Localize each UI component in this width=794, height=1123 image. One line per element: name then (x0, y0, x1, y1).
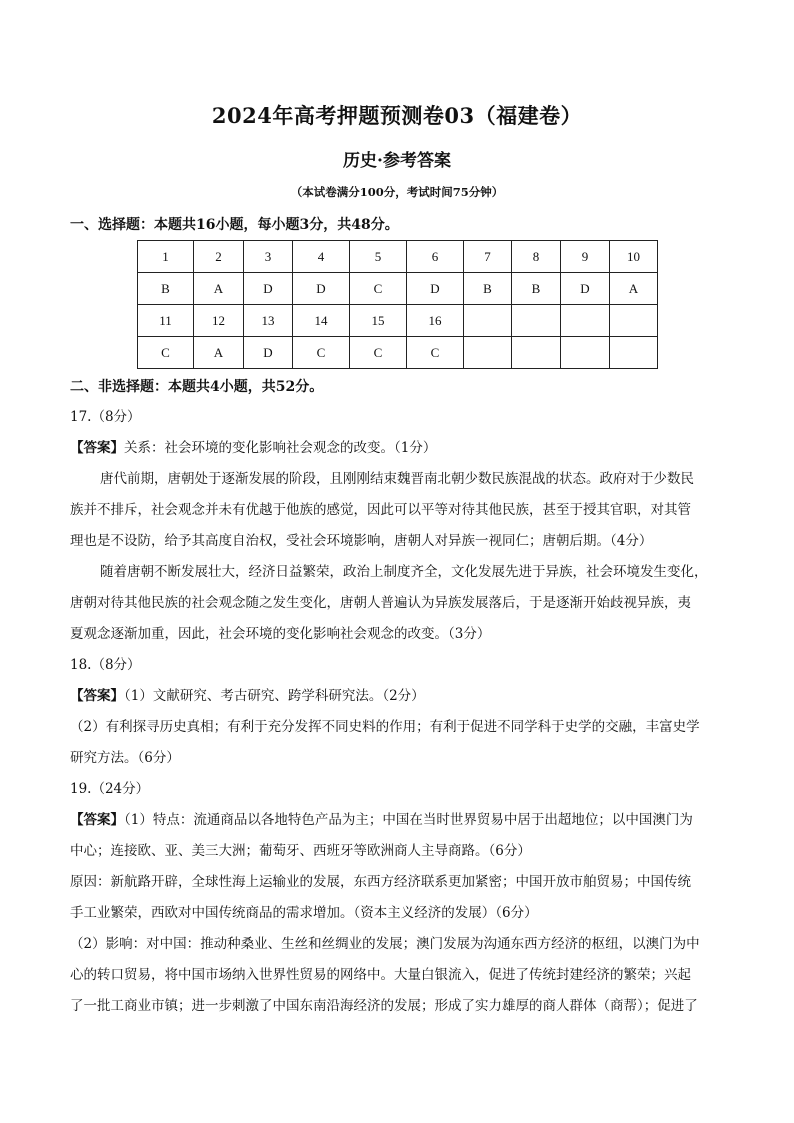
q17-number: 17.（8分） (70, 409, 141, 425)
table-cell (561, 305, 610, 337)
q17-answer-line (70, 438, 730, 458)
table-cell: A (194, 273, 244, 305)
table-row (138, 337, 658, 369)
page-title: 2024年高考押题预测卷03（福建卷） (211, 103, 583, 128)
table-cell (610, 337, 658, 369)
q19-answer-line: 了一批工商业市镇；进一步刺激了中国东南沿海经济的发展；形成了实力雄厚的商人群体（商帮）；促进了 (70, 998, 698, 1014)
q17-paragraph-line: 随着唐朝不断发展壮大，经济日益繁荣，政治上制度齐全，文化发展先进于异族，社会环境发生变化， (100, 564, 708, 580)
q18-answer-line: 研究方法。（6分） (70, 750, 180, 766)
table-cell: D (293, 273, 350, 305)
q18-answer-line: （2）有利探寻历史真相；有利于充分发挥不同史料的作用；有利于促进不同学科于史学的交融，丰富史学 (70, 719, 700, 735)
table-cell: 7 (464, 241, 512, 273)
q17-paragraph-line: 夏观念逐渐加重，因此，社会环境的变化影响社会观念的改变。（3分） (70, 626, 491, 642)
q19-answer-line (70, 810, 730, 830)
table-cell: C (407, 337, 464, 369)
table-cell: 14 (293, 305, 350, 337)
q19-answer-line: 心的转口贸易，将中国市场纳入世界性贸易的网络中。大量白银流入，促进了传统封建经济的繁荣；兴起 (70, 967, 691, 983)
table-row (138, 273, 658, 305)
q19-answer-line: 原因：新航路开辟，全球性海上运输业的发展，东西方经济联系更加紧密；中国开放市舶贸易；中国传统 (70, 874, 691, 890)
table-cell: C (350, 273, 407, 305)
table-cell: D (244, 273, 293, 305)
table-cell: 2 (194, 241, 244, 273)
table-cell: D (407, 273, 464, 305)
table-cell: 1 (138, 241, 194, 273)
q17-paragraph-line: 唐代前期，唐朝处于逐渐发展的阶段，且刚刚结束魏晋南北朝少数民族混战的状态。政府对于少数民 (100, 471, 694, 487)
answer-tag: 【答案】 (70, 688, 124, 704)
answer-table (137, 240, 658, 369)
q18-number: 18.（8分） (70, 657, 141, 673)
q19-answer-line: （2）影响：对中国：推动种桑业、生丝和丝绸业的发展；澳门发展为沟通东西方经济的枢纽，以澳门为中 (70, 936, 700, 952)
table-cell: D (244, 337, 293, 369)
table-cell: 3 (244, 241, 293, 273)
table-cell (610, 305, 658, 337)
q17-paragraph-line: 理也是不设防，给予其高度自治权，受社会环境影响，唐朝人对异族一视同仁；唐朝后期。（4分） (70, 533, 653, 549)
table-cell: 4 (293, 241, 350, 273)
table-cell: 15 (350, 305, 407, 337)
q17-paragraph-line: 唐朝对待其他民族的社会观念随之发生变化，唐朝人普遍认为异族发展落后，于是逐渐开始歧视异族，夷 (70, 595, 691, 611)
table-row (138, 305, 658, 337)
table-cell: 6 (407, 241, 464, 273)
answer-tag: 【答案】 (70, 440, 124, 456)
answer-tag: 【答案】 (70, 812, 124, 828)
section2-heading: 二、非选择题：本题共4小题，共52分。 (70, 379, 324, 395)
section1-heading: 一、选择题：本题共16小题，每小题3分，共48分。 (70, 217, 399, 233)
table-cell: A (610, 273, 658, 305)
table-row (138, 241, 658, 273)
table-cell: A (194, 337, 244, 369)
table-cell (512, 337, 561, 369)
exam-note: （本试卷满分100分，考试时间75分钟） (290, 185, 504, 199)
table-cell: 16 (407, 305, 464, 337)
table-cell (464, 337, 512, 369)
q17-answer: 关系：社会环境的变化影响社会观念的改变。（1分） (124, 440, 437, 456)
table-cell (512, 305, 561, 337)
table-cell: 8 (512, 241, 561, 273)
table-cell: 5 (350, 241, 407, 273)
table-cell: C (138, 337, 194, 369)
table-cell: B (464, 273, 512, 305)
q17-paragraph-line: 族并不排斥，社会观念并未有优越于他族的感觉，因此可以平等对待其他民族，甚至于授其官职，对其管 (70, 502, 691, 518)
table-cell: 12 (194, 305, 244, 337)
q19-answer-line: 中心；连接欧、亚、美三大洲；葡萄牙、西班牙等欧洲商人主导商路。（6分） (70, 843, 531, 859)
table-cell: 11 (138, 305, 194, 337)
page-subtitle: 历史·参考答案 (343, 151, 451, 171)
table-cell: 9 (561, 241, 610, 273)
table-cell: 13 (244, 305, 293, 337)
table-cell: C (293, 337, 350, 369)
q18-answer-line (70, 686, 730, 706)
table-cell (561, 337, 610, 369)
table-cell: D (561, 273, 610, 305)
table-cell: C (350, 337, 407, 369)
table-cell: 10 (610, 241, 658, 273)
q19-answer: （1）特点：流通商品以各地特色产品为主；中国在当时世界贸易中居于出超地位；以中国澳门为 (124, 812, 693, 828)
q19-number: 19.（24分） (70, 781, 150, 797)
q19-answer-line: 手工业繁荣，西欧对中国传统商品的需求增加。（资本主义经济的发展）（6分） (70, 905, 538, 921)
q18-answer: （1）文献研究、考古研究、跨学科研究法。（2分） (124, 688, 425, 704)
table-cell (464, 305, 512, 337)
table-cell: B (512, 273, 561, 305)
table-cell: B (138, 273, 194, 305)
